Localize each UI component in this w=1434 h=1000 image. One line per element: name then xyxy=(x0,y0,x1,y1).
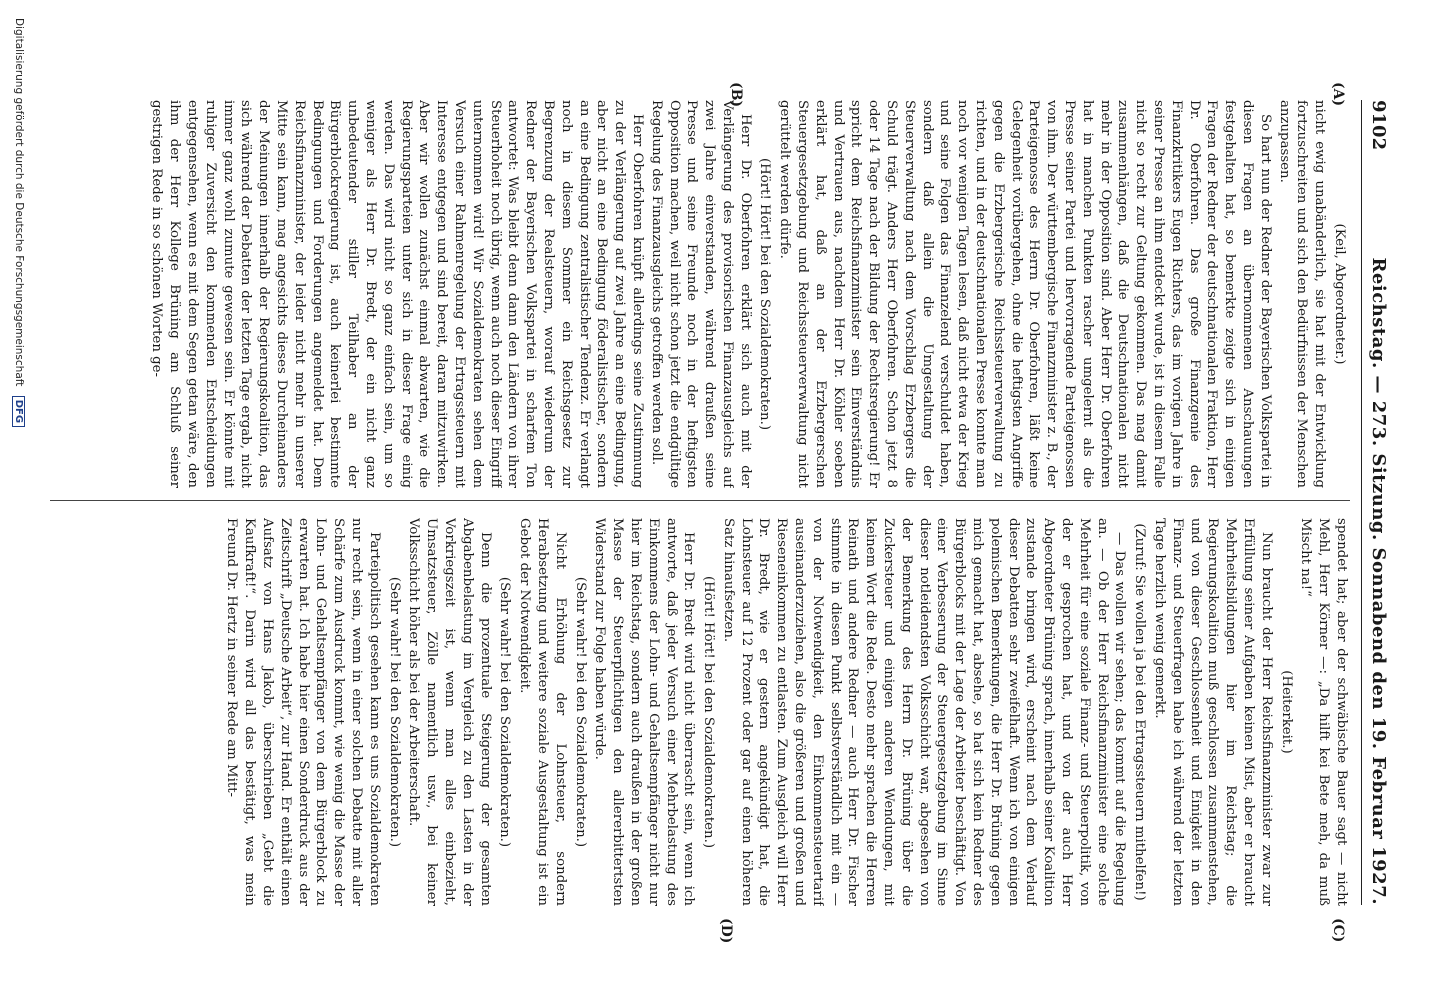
interjection: (Heiterkeit.) xyxy=(1278,670,1294,754)
paragraph: Denn die prozentuale Steigerung der gesamten Abgabenbelastung im Vergleich zu den Lasten in der Vorkriegszeit ist, wenn man alles einbezieht, Umsatzsteuer, Zölle namentlich usw., bei keiner Volksschicht höher als bei der Arbeiterschaft. xyxy=(406,518,493,906)
paragraph: spendet hat; aber der schwäbische Bauer sagt — nicht Mehl, Herr Körner —: „Da hilft kei Bete meh, da muß Mischt na!“ xyxy=(1298,518,1349,906)
margin-marker-b: (B) xyxy=(728,82,744,108)
interjection: (Hört! Hört! bei den Sozialdemokraten.) xyxy=(701,575,717,849)
paragraph: Parteipolitisch gesehen kann es uns Sozialdemokraten nur recht sein, wenn in einer solchen Debatte mit aller Schärfe zum Ausdruck kommt, wie wenig die Masse der Lohn- und Gehaltsempfänger von dem Bürgerblock zu erwarten hat. Ich habe hier einen Sonderdruck aus der Zeitschrift „Deutsche Arbeit“, zur Hand. Er enthält einen Aufsatz von Hans Jakob, überschrieben „Gebt die Kaufkraft!“. Darin wird all das bestätigt, was mein Freund Dr. Hertz in seiner Rede am Mitt- xyxy=(224,518,382,906)
paragraph: nicht ewig unabänderlich, sie hat mit der Entwicklung fortzuschreiten und sich den Bedürfnissen der Menschen anzupassen. xyxy=(1276,100,1328,488)
interjection: (Hört! Hört! bei den Sozialdemokraten.) xyxy=(757,157,773,431)
interjection: (Sehr wahr! bei den Sozialdemokraten.) xyxy=(386,576,402,848)
footer-text: Digitalisierung gefördert durch die Deutsche Forschungsgemeinschaft xyxy=(13,18,25,387)
paragraph: Herr Dr. Bredt wird nicht überrascht sein, wenn ich antworte, daß jeder Versuch einer Mehrbelastung des Einkommens der Lohn- und Gehaltsempfänger nicht nur hier im Reichstag, sondern auch draußen in der großen Masse der Steuerpflichtigen den allererbittertsten Widerstand zur Folge haben würde. xyxy=(592,518,697,906)
digitization-footer xyxy=(12,18,25,427)
interjection: (Sehr wahr! bei den Sozialdemokraten.) xyxy=(572,576,588,848)
page-number: 9102 xyxy=(1368,100,1390,151)
column-divider xyxy=(50,500,1350,501)
margin-marker-d: (D) xyxy=(718,918,734,944)
margin-marker-c: (C) xyxy=(1330,918,1346,943)
left-column xyxy=(50,100,1350,488)
page-title: Reichstag. — 273. Sitzung. Sonnabend den 19. Februar 1927. xyxy=(1368,257,1390,905)
paragraph: So hart nun der Redner der Bayerischen Volkspartei in diesen Fragen an übernommenen Anschauungen festgehalten hat, so bemerkte zeigte sich in einigen Fragen der Redner der deutschnationalen Fraktion, Herr Dr. Oberfohren. Das große Finanzgenie des Finanzkritikers Eugen Richters, das im vorigen Jahre in seiner Presse an ihm entdeckt wurde, ist in diesem Falle nicht so recht zur Geltung gekommen. Das mag damit zusammenhängen, daß die Deutschnationalen nicht mehr in der Opposition sind. Aber Herr Dr. Oberfohren hat in manchen Punkten rascher umgelernt als die Presse seiner Partei und hervorragende Parteigenossen von ihm. Der württembergische Finanzminister z. B., der Parteigenosse des Herrn Dr. Oberfohren, läßt keine Gelegenheit vorübergehen, ohne die heftigsten Angriffe gegen die Erzbergerische Reichssteuerverwaltung zu richten, und in der deutschnationalen Presse konnte man noch vor wenigen Tagen lesen, daß nicht etwa der Krieg und seine Folgen das Finanzelend verschuldet haben, sondern daß allein die Umgestaltung der Steuerverwaltung nach dem Vorschlag Erzbergers die Schuld trägt. Anders Herr Oberfohren. Schon jetzt 8 oder 14 Tage nach der Bildung der Rechtsregierung! Er spricht dem Reichsfinanzminister sein Einverständnis und Vertrauen aus, nachdem Herr Dr. Köhler soeben erklärt hat, daß an der Erzbergerschen Steuergesetzgebung und Reichssteuerverwaltung nicht gerüttelt werden dürfe. xyxy=(777,100,1273,488)
paragraph: Nun braucht der Herr Reichsfinanzminister zwar zur Erfüllung seiner Aufgaben keinen Mist, aber er braucht Mehrheitsbildungen hier im Reichstag; die Regierungskoalition muß geschlossen zusammenstehen, und von dieser Geschlossenheit und Einigkeit in den Finanz- und Steuerfragen habe ich während der letzten Tage herzlich wenig gemerkt. xyxy=(1152,518,1274,906)
page-header xyxy=(1361,100,1396,905)
paragraph: Nicht Erhöhung der Lohnsteuer, sondern Herabsetzung und weitere soziale Ausgestaltung ist ein Gebot der Notwendigkeit. xyxy=(517,518,568,906)
interjection: (Sehr wahr! bei den Sozialdemokraten.) xyxy=(497,576,513,848)
right-column xyxy=(50,518,1350,906)
paragraph: Herr Dr. Oberfohren erklärt sich auch mit der Verlängerung des provisorischen Finanzausgleichs auf zwei Jahre einverstanden, während draußen seine Presse und seine Freunde noch in der heftigsten Opposition machen, weil nicht schon jetzt die endgültige Regelung des Finanzausgleichs getroffen werden soll. xyxy=(648,100,753,488)
margin-marker-a: (A) xyxy=(1330,82,1346,107)
paragraph: Herr Oberfohren knüpft allerdings seine Zustimmung zu der Verlängerung auf zwei Jahre an eine Bedingung, aber nicht an eine Bedingung föderalistischer, sondern an eine Bedingung zentralistischer Tendenz. Er verlangt noch in diesem Sommer ein Reichsgesetz zur Begrenzung der Realsteuern, worauf wiederum der Redner der Bayerischen Volkspartei in scharfem Ton antwortet: Was bleibt denn dann den Ländern von ihrer Steuerhoheit noch übrig, wenn auch noch dieser Eingriff unternommen wird! Wir Sozialdemokraten sehen dem Versuch einer Rahmenregelung der Ertragssteuern mit Interesse entgegen und sind bereit, daran mitzuwirken. Aber wir wollen zunächst einmal abwarten, wie die Regierungsparteien unter sich in dieser Frage einig werden. Das wird nicht so ganz einfach sein, um so weniger als Herr Dr. Bredt, der ein nicht ganz unbedeutender stiller Teilhaber an der Bürgerblockregierung ist, auch keinerlei bestimmte Bedingungen und Forderungen angemeldet hat. Dem Reichsfinanzminister, der leider nicht mehr in unserer Mitte sein kann, mag angesichts dieses Durcheinanders der Meinungen innerhalb der Regierungskoalition, das sich während der Debatten der letzten Tage ergab, nicht immer ganz wohl zumute gewesen sein. Er könnte mit ruhiger Zuversicht den kommenden Entscheidungen entgegensehen, wenn es mit dem Segen getan wäre, den ihm der Herr Kollege Brüning am Schluß seiner gestrigen Rede in so schönen Worten ge- xyxy=(149,100,645,488)
speaker-line: (Keil, Abgeordneter.) xyxy=(1332,223,1347,365)
paragraph: — Das wollen wir sehen; das kommt auf die Regelung an. — Ob der Herr Reichsfinanzminister eine solche Mehrheit für eine soziale Finanz- und Steuerpolitik, von der er gesprochen hat, und von der auch Herr Abgeordneter Brüning sprach, innerhalb seiner Koalition zustande bringen wird, erscheint nach dem Verlauf dieser Debatten sehr zweifelhaft. Wenn ich von einigen polemischen Bemerkungen, die Herr Dr. Brüning gegen mich gemacht hat, absehe, so hat sich kein Redner des Bürgerblocks mit der Lage der Arbeiter beschäftigt. Von einer Verbesserung der Steuergesetzgebung im Sinne dieser notleidendsten Volksschicht war, abgesehen von der Bemerkung des Herrn Dr. Brüning über die Zuckersteuer und einigen anderen Wendungen, mit keinem Wort die Rede. Desto mehr sprachen die Herren Reinath und andere Redner — auch Herr Dr. Fischer stimmte in diesen Punkt selbstverständlich mit ein — von der Notwendigkeit, den Einkommensteuertarif auseinanderzuziehen, also die größeren und großen und Rieseneinkommen zu entlasten. Zum Ausgleich will Herr Dr. Bredt, wie er gestern angekündigt hat, die Lohnsteuer auf 12 Prozent oder gar auf einen höheren Satz hinaufsetzen. xyxy=(720,518,1128,906)
dfg-logo: DFG xyxy=(12,396,25,427)
interjection: (Zuruf: Sie wollen ja bei den Ertragssteuern mithelfen!) xyxy=(1132,523,1148,901)
